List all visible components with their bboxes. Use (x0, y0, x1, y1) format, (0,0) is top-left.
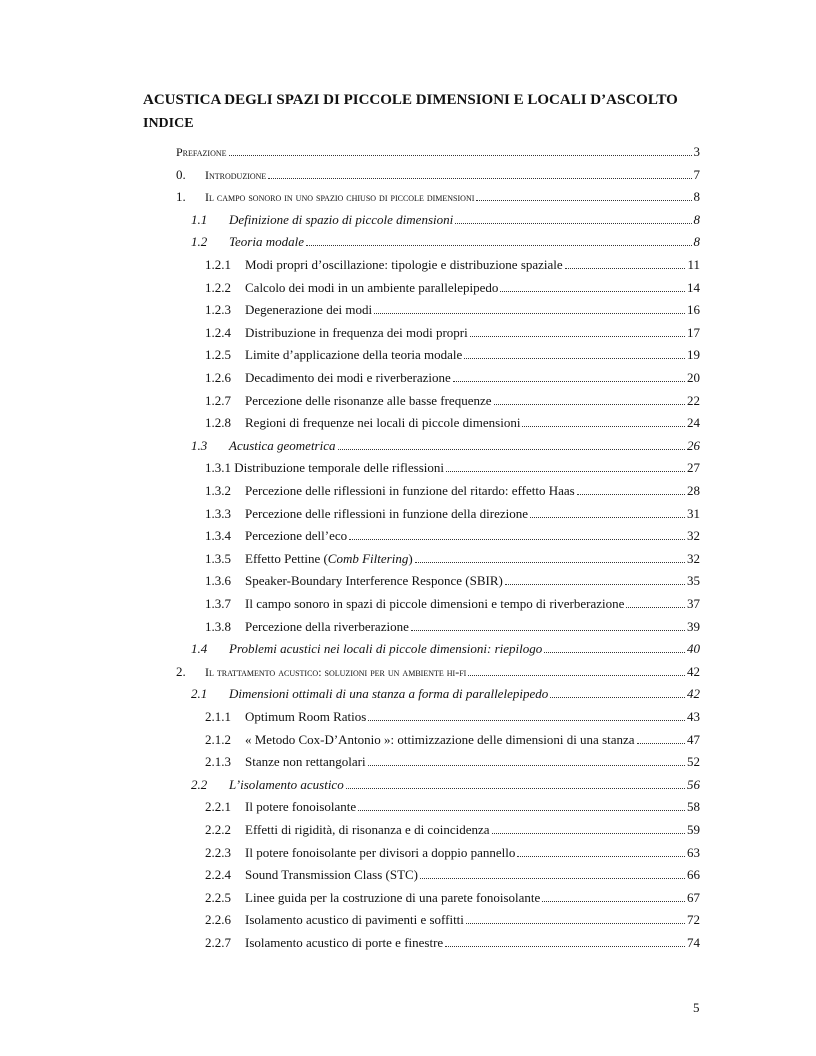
toc-entry-page: 67 (687, 889, 700, 905)
toc-entry[interactable] (205, 460, 700, 476)
toc-leader-dots (500, 290, 685, 292)
toc-entry-title-text: Il campo sonoro in spazi di piccole dimensioni e tempo di riverberazione (245, 596, 625, 611)
toc-entry[interactable] (176, 167, 700, 183)
toc-entry-title-text: L’isolamento acustico (229, 776, 344, 792)
toc-entry[interactable] (205, 573, 700, 589)
toc-entry-title-text: Il campo sonoro in uno spazio chiuso di piccole dimensioni (205, 190, 475, 205)
toc-entry-title-text: Limite d’applicazione della teoria modale (245, 347, 463, 363)
toc-entry[interactable] (176, 664, 700, 680)
toc-entry[interactable] (205, 619, 700, 635)
toc-entry[interactable] (205, 551, 700, 567)
toc-leader-dots (374, 312, 685, 314)
toc-entry-title-text: Decadimento dei modi e riverberazione (245, 370, 451, 385)
toc-entry-title-text: Percezione dell’eco (245, 528, 348, 544)
toc-entry[interactable] (205, 393, 700, 409)
toc-entry-page: 8 (693, 211, 700, 227)
toc-entry[interactable] (205, 347, 700, 363)
toc-entry-page: 24 (687, 415, 700, 431)
toc-leader-dots (346, 787, 685, 789)
toc-entry-number: 1.2.6 (205, 370, 231, 385)
toc-entry-title-text: Linee guida per la costruzione di una parete fonoisolante (245, 889, 541, 905)
toc-entry[interactable] (191, 686, 700, 702)
toc-entry-title-text: Speaker-Boundary Interference Responce (SBIR) (245, 573, 503, 589)
toc-entry-number: 2.1.3 (205, 754, 231, 770)
toc-entry-page: 74 (687, 935, 700, 950)
toc-entry[interactable] (191, 777, 700, 793)
toc-entry-number: 1.3.5 (205, 550, 231, 566)
toc-entry-title (245, 890, 540, 906)
toc-entry-number: 2.2.1 (205, 799, 231, 815)
toc-entry-title-text: Problemi acustici nei locali di piccole dimensioni: riepilogo (229, 641, 543, 657)
toc-entry-page: 27 (687, 460, 700, 476)
toc-entry-page: 63 (687, 844, 700, 860)
toc-leader-dots (530, 516, 685, 518)
toc-entry-title-text: Percezione delle riflessioni in funzione della direzione (245, 505, 528, 521)
toc-entry-title-text: Teoria modale (229, 234, 304, 250)
toc-leader-dots (411, 629, 685, 631)
toc-leader-dots (368, 764, 685, 766)
toc-entry-title (229, 686, 548, 702)
toc-entry[interactable] (205, 822, 700, 838)
toc-entry[interactable] (205, 912, 700, 928)
toc-entry-title (245, 732, 635, 748)
toc-entry-number: 1.2.3 (205, 302, 231, 318)
toc-entry-page: 42 (687, 686, 700, 702)
toc-entry-number: 2.2.5 (205, 889, 231, 905)
toc-entry-title (245, 393, 492, 409)
toc-entry-title (245, 528, 347, 544)
toc-entry-number: 1.3.7 (205, 596, 231, 611)
toc-entry[interactable] (205, 935, 700, 951)
toc-leader-dots (522, 425, 685, 427)
toc-entry[interactable] (176, 189, 700, 205)
toc-entry-title-italic: Comb Filtering (327, 550, 409, 566)
toc-entry-number: 2.2.2 (205, 822, 231, 837)
toc-entry-title-text: Definizione di spazio di piccole dimensioni (229, 211, 454, 227)
toc-entry-page: 19 (687, 347, 700, 363)
toc-entry-title (245, 280, 498, 296)
toc-entry-number: 2.1 (191, 686, 208, 702)
toc-entry[interactable] (205, 370, 700, 386)
toc-entry-page: 8 (693, 189, 700, 205)
toc-entry-number: 2.2.3 (205, 844, 231, 860)
toc-leader-dots (358, 809, 685, 811)
toc-entry-title (245, 370, 451, 386)
toc-entry[interactable] (205, 867, 700, 883)
toc-leader-dots (544, 651, 685, 653)
toc-entry-number: 1.2.4 (205, 324, 231, 340)
toc-entry-number: 2.1.2 (205, 731, 231, 747)
toc-entry-title-text: Modi propri d’oscillazione: tipologie e distribuzione spaziale (245, 257, 563, 272)
toc-entry-title (176, 144, 227, 160)
toc-entry-number: 1.2 (191, 234, 208, 250)
toc-entry[interactable] (205, 325, 700, 341)
toc-leader-dots (517, 855, 685, 857)
toc-entry-number: 1.2.1 (205, 257, 231, 272)
toc-entry-page: 72 (687, 912, 700, 928)
toc-leader-dots (494, 403, 685, 405)
toc-leader-dots (550, 696, 685, 698)
toc-leader-dots (338, 448, 686, 450)
toc-entry-page: 31 (687, 505, 700, 521)
toc-entry-title (245, 619, 409, 635)
toc-entry-title-text: 1.3.1 Distribuzione temporale delle riflessioni (205, 460, 444, 476)
toc-leader-dots (577, 493, 685, 495)
toc-entry-title-text: « Metodo Cox-D’Antonio »: ottimizzazione delle dimensioni di una stanza (245, 731, 635, 747)
toc-entry-title (245, 935, 443, 951)
toc-entry-title (205, 189, 474, 205)
toc-leader-dots (446, 470, 685, 472)
toc-entry-page: 8 (693, 234, 700, 250)
toc-entry-title-text: Percezione delle riflessioni in funzione del ritardo: effetto Haas (245, 483, 575, 498)
toc-entry-page: 32 (687, 550, 700, 566)
toc-leader-dots (455, 222, 691, 224)
toc-entry[interactable] (205, 845, 700, 861)
toc-entry-number: 1.2.7 (205, 392, 231, 408)
toc-entry-title (245, 302, 372, 318)
toc-entry-title (245, 822, 490, 838)
toc-entry-number: 1.3.2 (205, 483, 231, 498)
toc-entry-number: 1.2.5 (205, 347, 231, 363)
toc-entry-title-text: Il potere fonoisolante per divisori a doppio pannello (245, 844, 516, 860)
toc-leader-dots (368, 719, 685, 721)
toc-entry-title-text: Regioni di frequenze nei locali di piccole dimensioni (245, 415, 521, 431)
toc-entry-title (229, 212, 453, 228)
toc-entry-title-text: Distribuzione in frequenza dei modi propri (245, 324, 468, 340)
toc-entry-number: 1.3.3 (205, 505, 231, 521)
toc-entry-title-text: Effetto Pettine ( (245, 550, 328, 566)
toc-entry-title-text: Calcolo dei modi in un ambiente parallelepipedo (245, 279, 499, 295)
toc-entry[interactable] (205, 280, 700, 296)
toc-entry-number: 1.2.2 (205, 279, 231, 295)
toc-entry-title-text: Il trattamento acustico: soluzioni per un ambiente hi-fi (205, 664, 467, 679)
toc-entry-title (245, 799, 356, 815)
toc-leader-dots (268, 177, 691, 179)
toc-entry-number: 1.1 (191, 211, 208, 227)
toc-entry-title-text: Degenerazione dei modi (245, 302, 373, 318)
toc-entry-number: 1.2.8 (205, 415, 231, 431)
toc-entry-page: 3 (693, 144, 700, 159)
toc-entry-number: 2.2 (191, 776, 208, 792)
toc-leader-dots (468, 674, 685, 676)
toc-leader-dots (466, 922, 685, 924)
toc-entry-page: 14 (687, 279, 700, 295)
toc-entry-title (205, 460, 444, 476)
toc-entry-title (245, 415, 520, 431)
toc-entry-title (245, 551, 413, 567)
toc-entry-page: 59 (687, 822, 700, 837)
toc-entry-title (245, 573, 503, 589)
toc-entry[interactable] (205, 257, 700, 273)
toc-leader-dots (470, 335, 685, 337)
toc-leader-dots (505, 583, 685, 585)
toc-entry-number: 2.2.6 (205, 912, 231, 928)
toc-entry-title-text: Effetti di rigidità, di risonanza e di coincidenza (245, 822, 490, 837)
toc-entry-title-text: Sound Transmission Class (STC) (245, 867, 419, 883)
toc-leader-dots (542, 900, 685, 902)
toc-entry-page: 26 (687, 437, 700, 453)
toc-entry-title (245, 257, 563, 273)
toc-entry-title-text: Percezione delle risonanze alle basse frequenze (245, 392, 492, 408)
toc-entry-title (245, 845, 515, 861)
toc-entry-title-end: ) (408, 550, 413, 566)
toc-entry-title-text: Prefazione (176, 145, 227, 159)
toc-entry-page: 56 (687, 776, 700, 792)
toc-entry-number: 2. (176, 663, 186, 679)
toc-entry[interactable] (205, 709, 700, 725)
toc-leader-dots (626, 606, 685, 608)
toc-entry[interactable] (205, 754, 700, 770)
toc-entry-page: 28 (687, 483, 700, 498)
toc-entry-page: 39 (687, 618, 700, 634)
toc-entry-title-text: Isolamento acustico di pavimenti e soffitti (245, 912, 464, 928)
toc-entry-page: 7 (693, 166, 700, 182)
toc-entry-title (245, 483, 575, 499)
toc-entry-title (245, 867, 418, 883)
toc-entry-page: 17 (687, 324, 700, 340)
toc-entry-number: 2.2.4 (205, 867, 231, 883)
toc-entry-number: 1.3.8 (205, 618, 231, 634)
toc-entry[interactable] (176, 144, 700, 160)
toc-entry-title (245, 506, 528, 522)
toc-entry[interactable] (205, 483, 700, 499)
toc-leader-dots (492, 832, 685, 834)
toc-entry-title-text: Il potere fonoisolante (245, 799, 357, 815)
toc-leader-dots (464, 357, 685, 359)
index-heading: INDICE (143, 116, 194, 131)
toc-entry-number: 0. (176, 166, 186, 182)
toc-entry-title (245, 347, 462, 363)
toc-entry-title (245, 754, 366, 770)
toc-entry-page: 47 (687, 731, 700, 747)
toc-entry-number: 1.3.6 (205, 573, 231, 589)
toc-entry[interactable] (205, 506, 700, 522)
toc-entry[interactable] (205, 528, 700, 544)
toc-entry-title-text: Stanze non rettangolari (245, 754, 366, 770)
toc-entry-page: 32 (687, 528, 700, 544)
toc-entry-number: 1.3 (191, 437, 208, 453)
toc-leader-dots (229, 154, 692, 156)
toc-entry-number: 2.2.7 (205, 935, 231, 950)
toc-entry-number: 1. (176, 189, 186, 205)
toc-leader-dots (420, 877, 685, 879)
toc-entry-page: 20 (687, 370, 700, 385)
toc-entry[interactable] (205, 890, 700, 906)
toc-entry-title (205, 167, 266, 183)
toc-entry-title (245, 325, 468, 341)
toc-entry-page: 11 (687, 257, 700, 272)
toc-entry[interactable] (205, 799, 700, 815)
toc-leader-dots (306, 244, 692, 246)
document-title: ACUSTICA DEGLI SPAZI DI PICCOLE DIMENSIONI E LOCALI D’ASCOLTO (143, 92, 678, 108)
toc-leader-dots (415, 561, 685, 563)
toc-entry-title (229, 234, 304, 250)
toc-entry-page: 58 (687, 799, 700, 815)
page-number: 5 (693, 1000, 700, 1015)
toc-entry-title-text: Dimensioni ottimali di una stanza a forma di parallelepipedo (229, 686, 549, 702)
toc-entry-title-text: Acustica geometrica (229, 437, 336, 453)
toc-entry-title (229, 641, 542, 657)
toc-entry-title-text: Introduzione (205, 167, 267, 182)
toc-leader-dots (453, 380, 685, 382)
toc-entry-page: 37 (687, 596, 700, 611)
toc-entry-page: 52 (687, 754, 700, 770)
toc-entry[interactable] (205, 415, 700, 431)
toc-entry-number: 2.1.1 (205, 709, 231, 724)
toc-leader-dots (445, 945, 685, 947)
toc-entry-title (229, 438, 336, 454)
toc-entry-page: 35 (687, 573, 700, 589)
toc-entry-page: 40 (687, 641, 700, 657)
toc-entry-title (229, 777, 344, 793)
toc-leader-dots (637, 742, 685, 744)
toc-entry-page: 66 (687, 867, 700, 883)
toc-leader-dots (349, 538, 685, 540)
toc-entry-number: 1.4 (191, 641, 208, 657)
toc-entry[interactable] (191, 212, 700, 228)
toc-entry-title (205, 664, 466, 680)
toc-entry-title (245, 912, 464, 928)
toc-entry[interactable] (191, 234, 700, 250)
toc-entry-page: 16 (687, 302, 700, 318)
toc-entry-page: 43 (687, 709, 700, 724)
toc-entry-title (245, 709, 366, 725)
toc-entry-title-text: Percezione della riverberazione (245, 618, 409, 634)
toc-entry[interactable] (191, 438, 700, 454)
toc-entry-title-text: Isolamento acustico di porte e finestre (245, 935, 444, 950)
toc-entry-title (245, 596, 624, 612)
toc-entry-page: 22 (687, 392, 700, 408)
toc-entry[interactable] (205, 732, 700, 748)
toc-entry-number: 1.3.4 (205, 528, 231, 544)
toc-entry-page: 42 (687, 663, 700, 679)
toc-entry[interactable] (191, 641, 700, 657)
toc-entry-title-text: Optimum Room Ratios (245, 709, 367, 724)
toc-leader-dots (565, 267, 686, 269)
toc-entry[interactable] (205, 302, 700, 318)
toc-leader-dots (476, 199, 691, 201)
toc-entry[interactable] (205, 596, 700, 612)
